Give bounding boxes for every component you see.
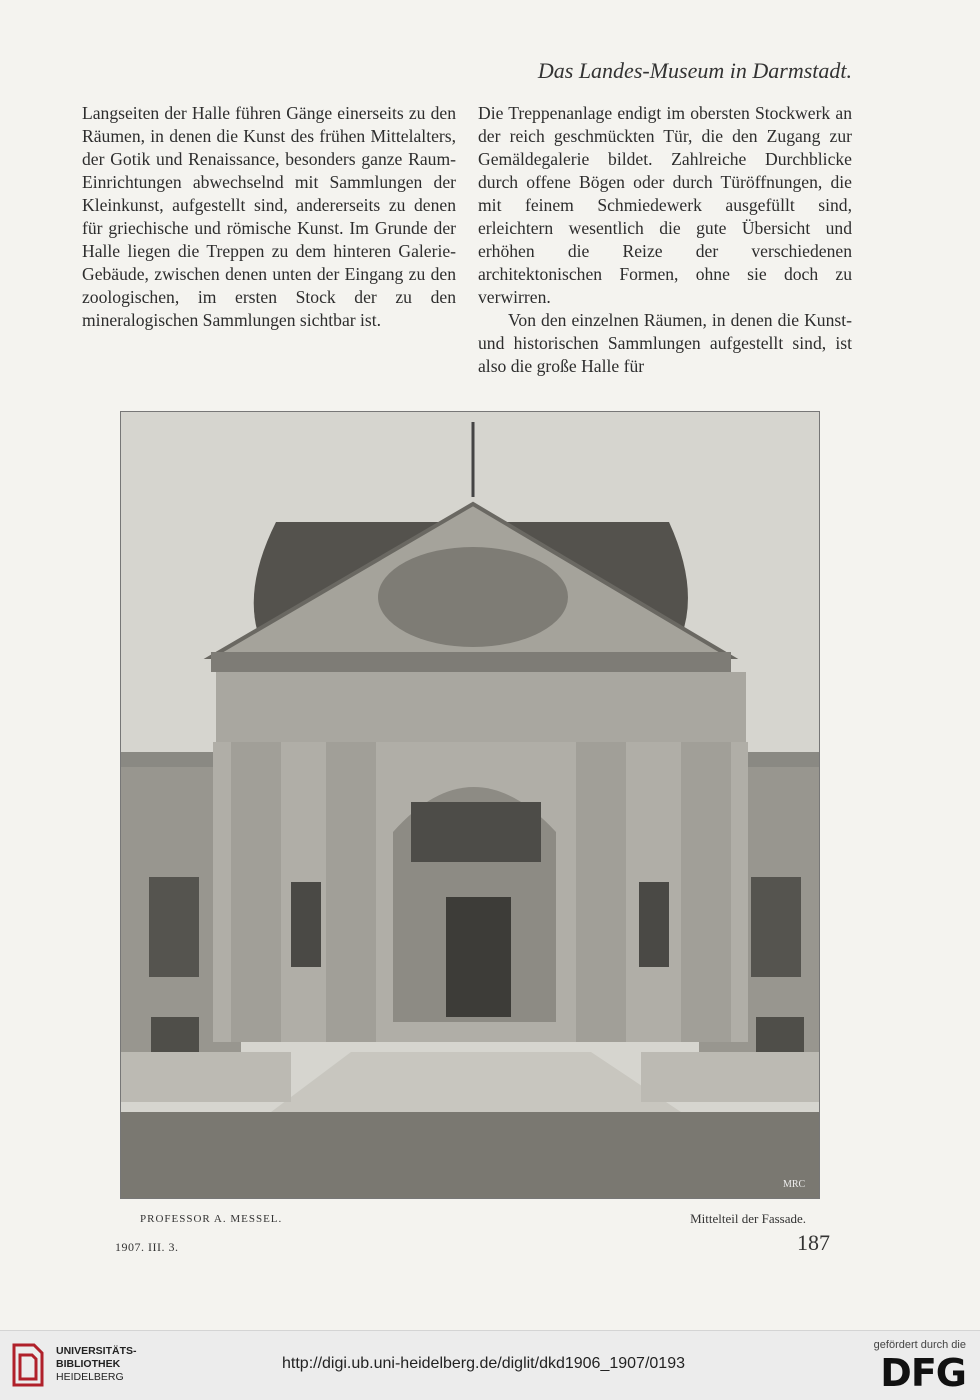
figure-caption: Mittelteil der Fassade.	[690, 1211, 806, 1226]
library-name-line: UNIVERSITÄTS-	[56, 1345, 137, 1357]
library-name-line: HEIDELBERG	[56, 1371, 124, 1383]
museum-facade-photo	[120, 411, 820, 1199]
paragraph: Von den einzelnen Räumen, in denen die Kunst- und historischen Sammlungen aufgestellt sind, ist also die große Halle für	[478, 310, 852, 376]
funder-note: gefördert durch die	[873, 1339, 966, 1351]
photo-mark: MRC	[783, 1179, 806, 1190]
facade-illustration	[121, 412, 819, 1198]
viewer-footer	[0, 1330, 980, 1400]
text-column-right	[478, 102, 852, 378]
library-name	[56, 1345, 137, 1384]
dfg-logo[interactable]: DFG	[880, 1351, 966, 1395]
figure-caption-author: PROFESSOR A. MESSEL.	[140, 1213, 283, 1225]
library-name-line: BIBLIOTHEK	[56, 1358, 121, 1370]
text-column-left	[82, 102, 456, 332]
paragraph: Langseiten der Halle führen Gänge einerseits zu den Räumen, in denen die Kunst des frühen Mittelalters, der Gotik und Renaissance, besonders ganze Raum-Einrichtungen abwechselnd mit Sammlungen der Kleinkunst, aufgestellt sind, andererseits zu denen für griechische und römische Kunst. Im Grunde der Halle liegen die Treppen zu dem hinteren Galerie-Gebäude, zwischen denen unten der Eingang zu den zoologischen, im ersten Stock der zu den mineralogischen Sammlungen sichtbar ist.	[82, 103, 456, 330]
paragraph: Die Treppenanlage endigt im obersten Stockwerk an der reich geschmückten Tür, die den Zugang zur Gemäldegalerie bildet. Zahlreiche Durchblicke durch offene Bögen oder durch Türöffnungen, die mit feinem Schmiedewerk ausgefüllt sind, erleichtern wesentlich die gute Übersicht und erhöhen die Reize der verschiedenen architektonischen Formen, ohne sie doch zu verwirren.	[478, 103, 852, 307]
permalink-url[interactable]: http://digi.ub.uni-heidelberg.de/diglit/dkd1906_1907/0193	[282, 1355, 685, 1372]
issue-signature: 1907. III. 3.	[115, 1240, 179, 1254]
page-number: 187	[797, 1230, 830, 1255]
running-title: Das Landes-Museum in Darmstadt.	[537, 58, 852, 83]
university-library-logo-icon[interactable]	[10, 1341, 46, 1389]
